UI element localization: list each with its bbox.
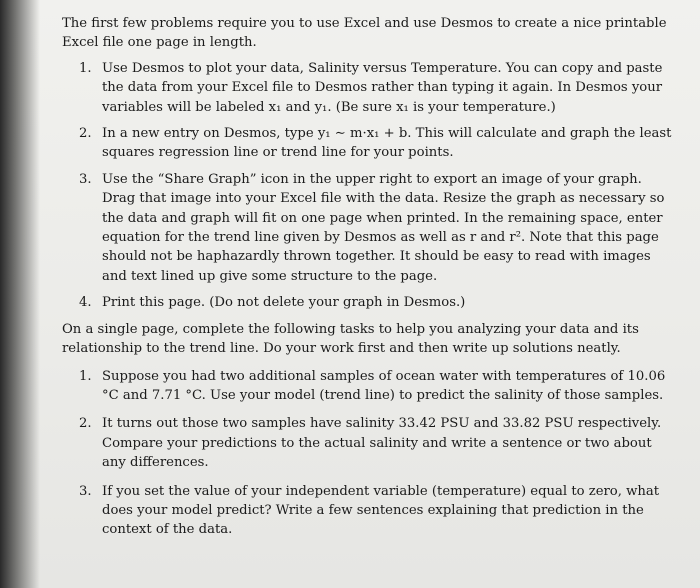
list-item xyxy=(62,367,678,406)
item-number: 1. xyxy=(79,60,92,76)
item-text: It turns out those two samples have salinity 33.42 PSU and 33.82 PSU respectively. Compare your predictions to the actual salinity and write a sentence or two about any differences. xyxy=(102,416,662,471)
item-number: 2. xyxy=(79,126,92,142)
item-number: 1. xyxy=(79,368,92,384)
part1-list xyxy=(62,59,678,313)
list-item xyxy=(62,414,678,472)
item-number: 3. xyxy=(79,171,92,187)
item-text: If you set the value of your independent variable (temperature) equal to zero, what does your model predict? Write a few sentences explaining that prediction in the context of the data. xyxy=(102,483,660,538)
list-item xyxy=(62,293,678,312)
list-item xyxy=(62,170,678,286)
item-text: Suppose you had two additional samples of ocean water with temperatures of 10.06 °C and 7.71 °C. Use your model (trend line) to predict the salinity of those samples. xyxy=(102,368,666,403)
item-number: 4. xyxy=(79,295,92,311)
intro-paragraph: The first few problems require you to use Excel and use Desmos to create a nice printable Excel file one page in length. xyxy=(62,16,667,51)
item-text: Use Desmos to plot your data, Salinity versus Temperature. You can copy and paste the data from your Excel file to Desmos rather than typing it again. In Desmos your variables will be labeled x₁ and y₁. (Be sure x₁ is your temperature.) xyxy=(102,60,663,115)
list-item xyxy=(62,482,678,540)
list-item xyxy=(62,124,678,163)
list-item xyxy=(62,59,678,117)
item-number: 3. xyxy=(79,483,92,499)
part2-intro-paragraph: On a single page, complete the following tasks to help you analyzing your data and its relationship to the trend line. Do your work first and then write up solutions neatly. xyxy=(62,321,639,357)
item-text: Use the “Share Graph” icon in the upper right to export an image of your graph. Drag that image into your Excel file with the data. Resize the graph as necessary so the data and graph will fit on one page when printed. In the remaining space, enter equation for the trend line given by Desmos as well as r and r². Note that this page should not be haphazardly thrown together. It should be easy to read with images and text lined up give some structure to the page. xyxy=(102,171,665,284)
page-shadow xyxy=(0,0,40,588)
item-text: In a new entry on Desmos, type y₁ ∼ m·x₁ + b. This will calculate and graph the least squares regression line or trend line for your points. xyxy=(102,126,672,161)
item-text: Print this page. (Do not delete your graph in Desmos.) xyxy=(102,295,466,311)
part2-list xyxy=(62,367,678,540)
item-number: 2. xyxy=(79,416,92,432)
